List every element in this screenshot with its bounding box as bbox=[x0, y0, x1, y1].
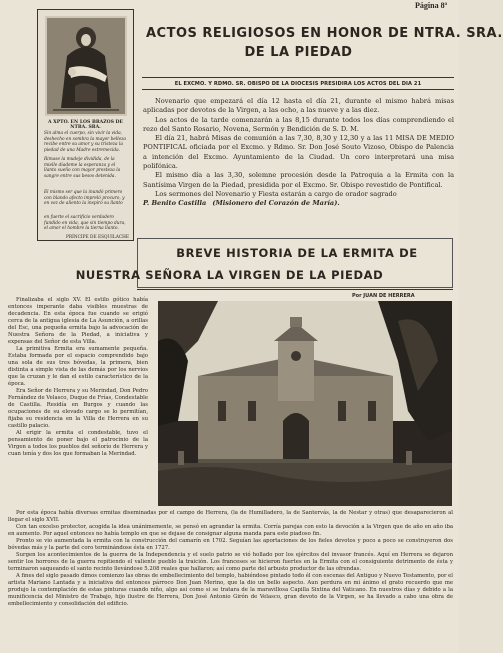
prayer-verse: en fuerte el sacrificio verdadero fundido en vida, que sin tiempo dura, el amor el hombre la tierna llanto. bbox=[44, 215, 126, 232]
article2-title-rule bbox=[137, 289, 453, 290]
article1-paragraph: Los actos de la tarde comenzarán a las 8,15 durante todos los días comprendiendo el rezo del Santo Rosario, Novena, Sermón y Bendición de S. D. M. bbox=[143, 115, 454, 133]
article1-paragraph: Los sermones del Novenario y Fiesta estarán a cargo de orador sagrado bbox=[155, 189, 397, 198]
article2-paragraph: Era Señor de Herrera y su Merindad, Don Pedro Fernández de Velasco, Duque de Frías, Condestable de Castilla. Residía en Burgos y cuando las ocupaciones de su elevado cargo se lo permitían, fijaba su residencia en la Villa de Herrera en su castillo palacio. bbox=[8, 388, 148, 429]
hermitage-photo bbox=[158, 301, 452, 506]
article2-byline: Por JUAN DE HERRERA bbox=[352, 293, 415, 299]
article2-column bbox=[8, 297, 148, 458]
article1-paragraph: Novenario que empezará el día 12 hasta el día 21, durante el mismo habrá misas aplicadas por devotos de la Virgen, a las ocho, a las nueve y a las diez. bbox=[143, 97, 454, 115]
article2-paragraph: La primitiva Ermita era sumamente pequeña. Estaba formada por el espacio comprendido bajo una sola de sus tres bóvedas, la primera, bien distinta a simple vista de las demás por los nervios que la cruzan y le dan el estilo característico de la época. bbox=[8, 346, 148, 387]
page-number: Página 8ª bbox=[415, 1, 447, 10]
article2-title-line1: BREVE HISTORIA DE LA ERMITA DE bbox=[176, 246, 418, 260]
pieta-illustration bbox=[45, 16, 127, 116]
article2-body bbox=[8, 510, 453, 608]
prayer-box bbox=[37, 9, 134, 241]
article1-title-line1: ACTOS RELIGIOSOS EN HONOR DE NTRA. SRA. bbox=[146, 26, 503, 41]
headline-rule-top bbox=[142, 77, 454, 78]
article2-title-line2: NUESTRA SEÑORA LA VIRGEN DE LA PIEDAD bbox=[75, 268, 384, 282]
article1-paragraph: El mismo día a las 3,30, solemne procesión desde la Patroquia a la Ermita con la Santísima Virgen de la Piedad, presidida por el Excmo. Sr. Obispo revestido de Pontifical. bbox=[143, 171, 454, 189]
article2-paragraph: Pronto se vio aumentada la ermita con la construcción del camarín en 1702. Seguían las aportaciones de los fieles devotos y poco a poco se construyeron dos bóvedas más y la parte del coro terminándose ésta en 1727. bbox=[8, 538, 453, 551]
article2-paragraph: Al erigir la ermita el condestable, tuvo el pensamiento de poner bajo el patrocinio de la Virgen a todos los pueblos del señorío de Herrera y cuan tenía y dos los que formaban la Merindad. bbox=[8, 430, 148, 457]
article2-paragraph: Por esta época había diversas ermitas diseminadas por el campo de Herrera, (la de Humilladero, la de Santervás, la de Nestar y otras) que desaparecieron al llegar el siglo XVII. bbox=[8, 510, 453, 523]
article2-paragraph: A fines del siglo pasado dimos comienzo las obras de embellecimiento del templo, habiéndose pintado todo él con escenas del Antiguo y Nuevo Testamento, por el artista Mariano Lantada y a iniciativa del entonces párroco Don Juan Merino, que la dio un bello aspecto. Aun perdura en mi ánimo el grato recuerdo que me produjo la contemplación de estas pinturas cuando niño, algo así como si se tratara de la maravillosa Capilla Sixtina del Vaticano. En nuestros días y debido a la munificencia del Ministro de Trabajo, hijo ilustre de Herrera, Don José Antonio Girón de Velasco, gran devoto de la Virgen, se ha llevado a cabo una obra de embellecimiento y consolidación del edificio. bbox=[8, 573, 453, 607]
prayer-author: PRÍNCIPE DE ESQUILACHE bbox=[66, 235, 129, 240]
prayer-verse: Rimase la mudeje dividida, de la mielle diademe la esperanza y el llanto sueño con mayor presteza la sangre entre sus besos detenida. bbox=[44, 157, 121, 179]
signoff-order: (Misionero del Corazón de María). bbox=[212, 199, 340, 208]
article2-paragraph: Surgen los acontecimientos de la guerra de la Independencia y el suelo patrio se vió hollado por los ejércitos del invasor francés. Aquí en Herrera se dejaron sentir los horrores de la guerra repitiendo el valiente pueblo la traición. Los franceses se hicieron fuertes en la Ermita con el consiguiente detrimento de ésta y terminaron saqueando el santo recinto llevándose 5.208 reales que hallaron; así como parte del arbusto productor de las ofrendas. bbox=[8, 552, 453, 572]
prayer-verse: El mismo ser que la inundó primero con blando afecto impreló procuro, y en vez de aliento la inspiró su llanto bbox=[44, 190, 125, 207]
prayer-verse: Sin alma el cuerpo, sin vivir la vida, deshecho en sombra la mayor belleza recibe entre su amor y su tristeza la piedad de una Madre estremecida. bbox=[44, 131, 126, 153]
article1-subtitle: EL EXCMO. Y RDMO. SR. OBISPO DE LA DIOCESIS PRESIDIRA LOS ACTOS DEL DIA 21 bbox=[174, 81, 422, 87]
article2-paragraph: Finalizaba el siglo XV. El estilo gótico había entonces imperante daba visibles muestras de decadencia. En esta época fue cuando se erigió cerca de la antigua iglesia de La Asunción, a orillas del Esc, una pequeña ermita bajo la advocación de Nuestra Señora de la Piedad, a iniciativa y expensas del Señor de esta Villa. bbox=[8, 297, 148, 345]
signoff-name: P. Benito Castilla bbox=[143, 199, 207, 208]
article1-title-line2: DE LA PIEDAD bbox=[244, 45, 353, 60]
article1-paragraph: El día 21, habrá Misas de comunión a las 7,30, 8,30 y 12,30 y a las 11 MISA DE MEDIO PONTIFICAL oficiada por el Excmo. y Rdmo. Sr. Don José Souto Vizoso, Obispo de Palencia a intención del Excmo. Ayuntamiento de la Ciudad. Un coro interpretará una misa polifónica. bbox=[143, 134, 454, 171]
article1-signoff bbox=[143, 199, 454, 208]
prayer-caption: A XPTO. EN LOS BRAZOS DE NTRA. SRA. bbox=[47, 120, 123, 130]
headline-rule-bottom bbox=[142, 89, 454, 90]
article1-body bbox=[143, 97, 454, 209]
article2-paragraph: Con tan excelso protector, acogida la idea unánimemente, se pensó en agrandar la ermita. Corría parejas con esto la devoción a la Virgen que de año en año iba en aumento. Por aquel entonces no había templo en que se dejase de consignar alguna manda para este piadoso fin. bbox=[8, 524, 453, 537]
article1-headline bbox=[146, 24, 503, 62]
